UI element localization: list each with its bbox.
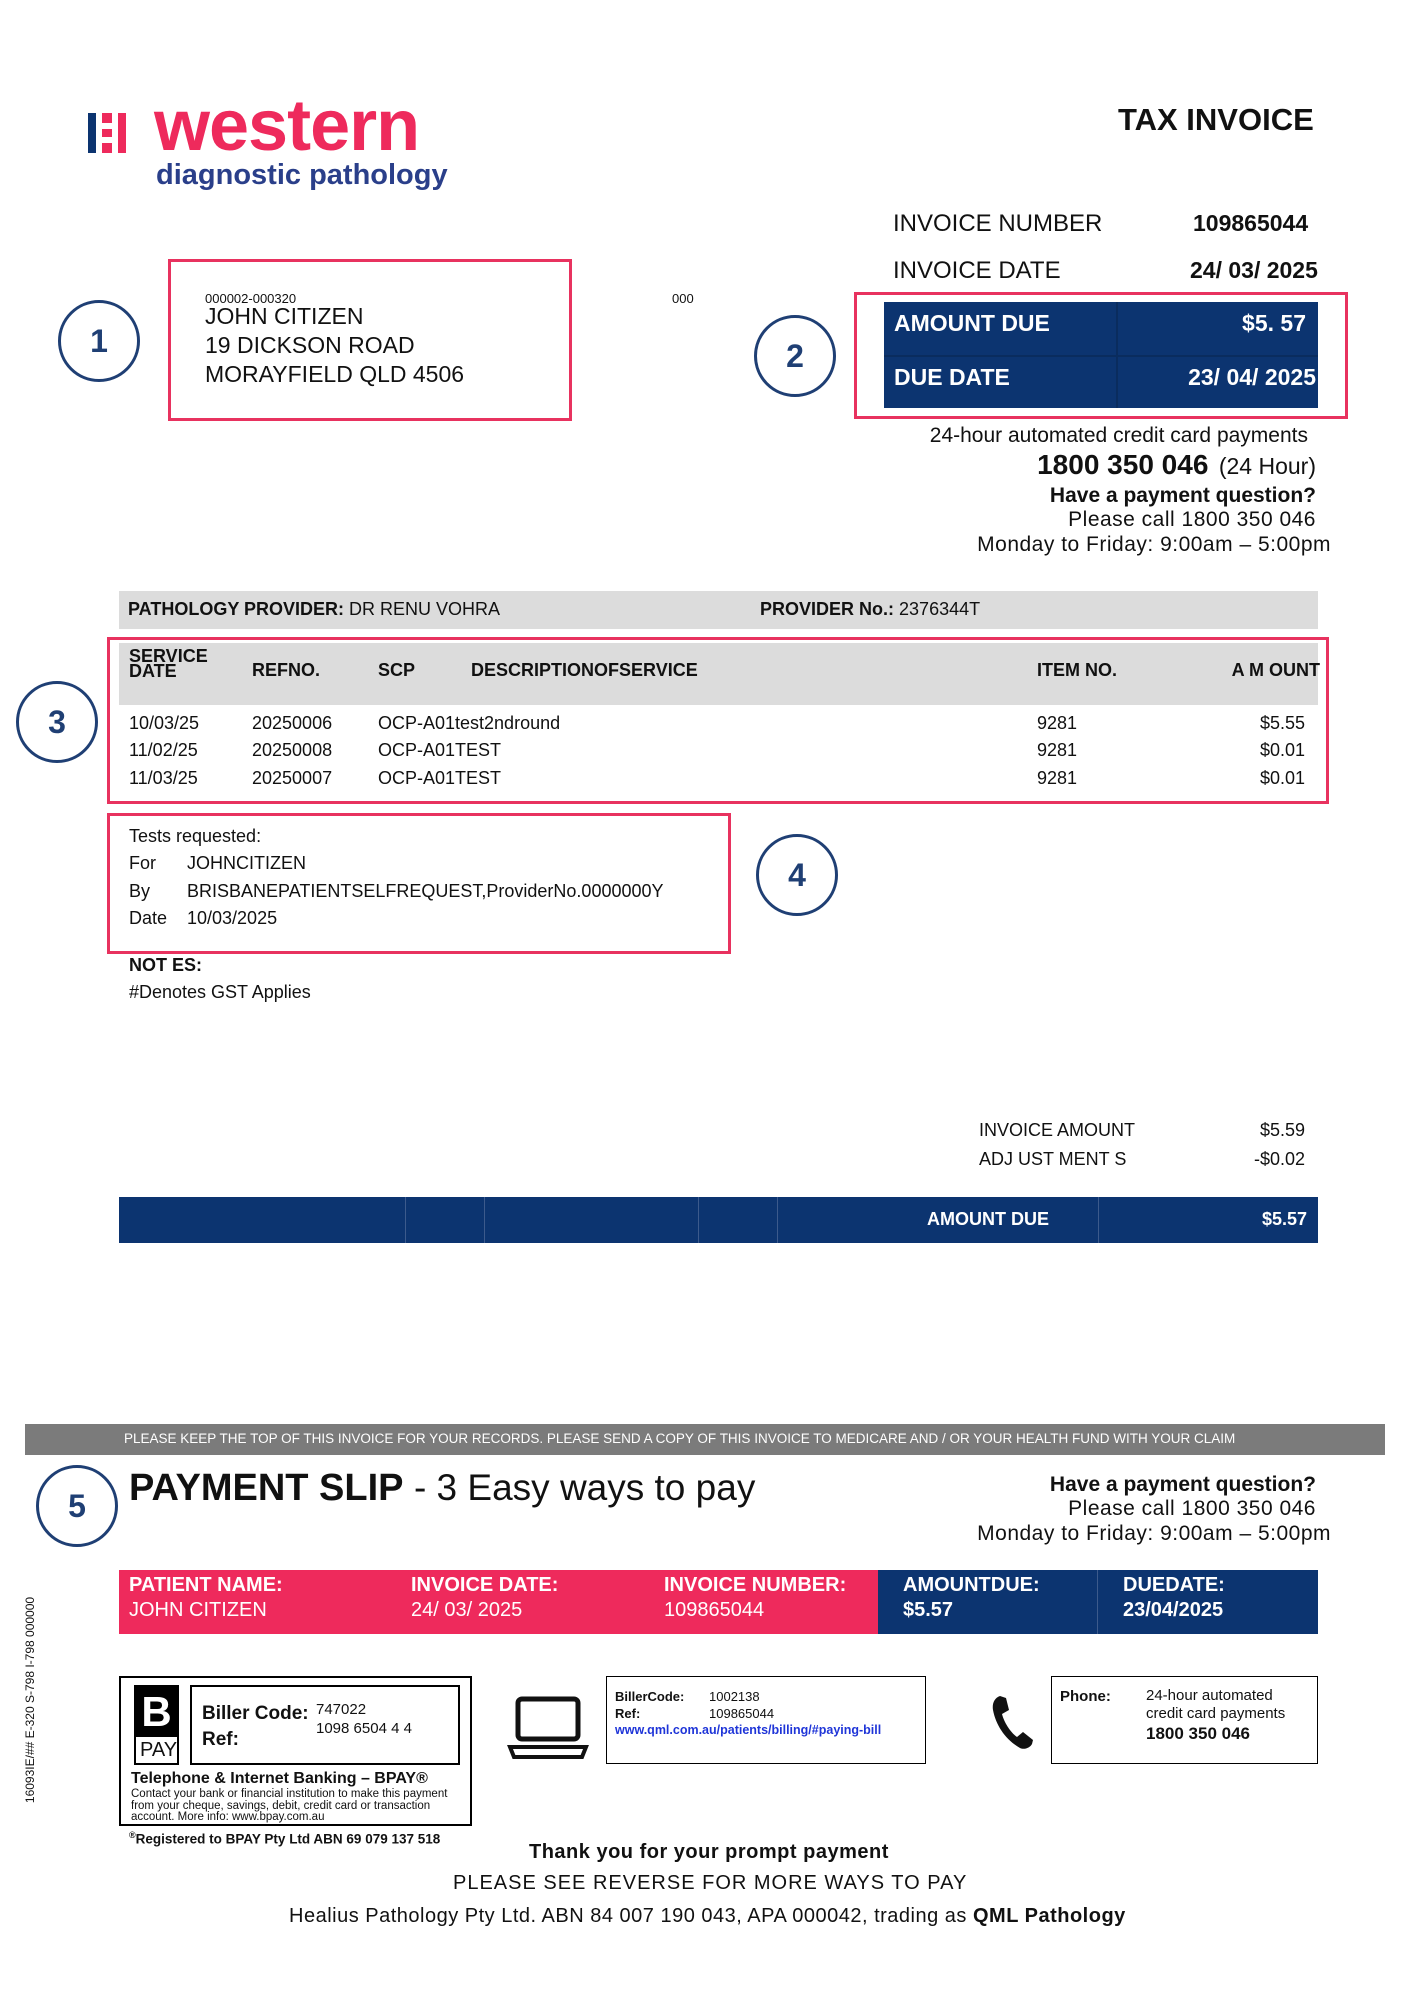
- bpay-registered-text: Registered to BPAY Pty Ltd ABN 69 079 137 518: [135, 1831, 441, 1847]
- tests-for-value: JOHNCITIZEN: [187, 853, 306, 873]
- records-banner: [25, 1424, 1385, 1455]
- side-code: 16093IE/## E-320 S-798 I-798 000000: [23, 1596, 37, 1804]
- phone-label: Phone:: [1060, 1688, 1111, 1705]
- row-ref: 20250007: [252, 768, 333, 788]
- row-ref: 20250008: [252, 740, 333, 760]
- highlight-box-2: [854, 292, 1348, 419]
- address-ref-code: 000002-000320: [205, 291, 297, 306]
- slip-inv-date-label: INVOICE DATE:: [411, 1574, 559, 1596]
- provider-no: 2376344T: [899, 599, 981, 619]
- bpay-ref-label: Ref:: [202, 1729, 239, 1750]
- adjustments-label: ADJ UST MENT S: [979, 1149, 1127, 1169]
- footer-company-row: [289, 1905, 1126, 1928]
- due-date-label: DUE DATE: [894, 364, 1010, 390]
- phone-line-2: credit card payments: [1146, 1705, 1286, 1722]
- tests-by-value: BRISBANEPATIENTSELFREQUEST,ProviderNo.0000000Y: [187, 881, 664, 901]
- online-box: [606, 1676, 926, 1764]
- footer-company-bold: QML Pathology: [972, 1905, 1126, 1927]
- slip-hours: Monday to Friday: 9:00am – 5:00pm: [977, 1522, 1331, 1545]
- slip-inv-no-label: INVOICE NUMBER:: [664, 1574, 847, 1596]
- col-header-amount: A M OUNT: [1231, 660, 1320, 680]
- bpay-registered: ®Registered to BPAY Pty Ltd ABN 69 079 137 518: [129, 1830, 441, 1847]
- online-ref-label: Ref:: [615, 1706, 641, 1721]
- invoice-amount-label: INVOICE AMOUNT: [979, 1120, 1136, 1140]
- row-amount: $0.01: [1259, 740, 1305, 760]
- provider-label: PATHOLOGY PROVIDER:: [128, 599, 345, 619]
- slip-patient: JOHN CITIZEN: [129, 1599, 267, 1621]
- phone-number: 1800 350 046: [1146, 1724, 1250, 1743]
- invoice-date-label: INVOICE DATE: [893, 257, 1061, 284]
- contact-hours: Monday to Friday: 9:00am – 5:00pm: [977, 533, 1331, 556]
- tests-by-label: By: [129, 881, 151, 901]
- phone-line-1: 24-hour automated: [1146, 1687, 1273, 1704]
- records-banner-text: PLEASE KEEP THE TOP OF THIS INVOICE FOR YOUR RECORDS. PLEASE SEND A COPY OF THIS INVOICE TO MEDICARE AND / OR YOUR HEALTH FUND WITH YOUR CLAIM: [124, 1431, 1236, 1446]
- footer-thanks: Thank you for your prompt payment: [529, 1841, 889, 1863]
- tests-title: Tests requested:: [129, 826, 262, 846]
- row-amount: $0.01: [1259, 768, 1305, 788]
- marker-5: 5: [36, 1465, 118, 1547]
- doc-title: TAX INVOICE: [1118, 102, 1314, 137]
- adjustments: -$0.02: [1253, 1149, 1305, 1169]
- invoice-date: 24/ 03/ 2025: [1190, 257, 1318, 283]
- due-date-value: 23/ 04/ 2025: [1188, 364, 1316, 390]
- notes-text: #Denotes GST Applies: [129, 982, 311, 1002]
- slip-info-bar: [119, 1570, 1318, 1634]
- contact-phone: 1800 350 046: [1037, 449, 1209, 480]
- online-url[interactable]: www.qml.com.au/patients/billing/#paying-bill: [615, 1723, 882, 1737]
- row-amount: $5.55: [1259, 713, 1305, 733]
- slip-question: Have a payment question?: [1049, 1473, 1316, 1496]
- col-header-date-2: DATE: [129, 661, 177, 681]
- logo-mark-icon: [88, 109, 140, 157]
- row-scp: OCP-A01test2ndround: [378, 713, 561, 733]
- bpay-logo-pay: PAY: [140, 1739, 178, 1761]
- address-line-1: 19 DICKSON ROAD: [205, 332, 415, 358]
- row-ref: 20250006: [252, 713, 333, 733]
- marker-1: 1: [58, 300, 140, 382]
- contact-question: Have a payment question?: [1049, 484, 1316, 507]
- provider-name: DR RENU VOHRA: [349, 599, 501, 619]
- row-item: 9281: [1037, 713, 1078, 733]
- bpay-title: Telephone & Internet Banking – BPAY®: [131, 1770, 428, 1787]
- phone-box: [1051, 1676, 1318, 1764]
- slip-due: 23/04/2025: [1123, 1599, 1224, 1621]
- invoice-number-label: INVOICE NUMBER: [893, 210, 1103, 237]
- row-scp: OCP-A01TEST: [378, 768, 502, 788]
- provider-no-label: PROVIDER No.:: [760, 599, 895, 619]
- marker-4: 4: [756, 834, 838, 916]
- online-biller-label: BillerCode:: [615, 1689, 685, 1704]
- amount-due-value: $5. 57: [1242, 310, 1306, 336]
- invoice-amount: $5.59: [1259, 1120, 1305, 1140]
- marker-3: 3: [16, 681, 98, 763]
- row-item: 9281: [1037, 740, 1078, 760]
- marker-2: 2: [754, 315, 836, 397]
- row-scp: OCP-A01TEST: [378, 740, 502, 760]
- contact-call: Please call 1800 350 046: [1068, 508, 1316, 531]
- bpay-biller-label: Biller Code:: [202, 1703, 309, 1724]
- total-amount-due-label: AMOUNT DUE: [927, 1209, 1049, 1229]
- bpay-box: [119, 1676, 472, 1826]
- contact-phone-row: [1037, 449, 1316, 481]
- footer-company: Healius Pathology Pty Ltd. ABN 84 007 190 043, APA 000042, trading as: [289, 1905, 967, 1927]
- footer-reverse: PLEASE SEE REVERSE FOR MORE WAYS TO PAY: [453, 1872, 968, 1894]
- bpay-code-box: [190, 1685, 460, 1765]
- slip-call: Please call 1800 350 046: [1068, 1497, 1316, 1520]
- slip-amount-label: AMOUNTDUE:: [903, 1574, 1040, 1596]
- notes-label: NOT ES:: [129, 955, 203, 975]
- bpay-logo-b: B: [136, 1687, 177, 1737]
- address-line-2: MORAYFIELD QLD 4506: [205, 361, 465, 387]
- online-biller: 1002138: [709, 1689, 760, 1704]
- total-amount-due: $5.57: [1261, 1209, 1307, 1229]
- slip-amount: $5.57: [903, 1599, 954, 1621]
- bpay-ref: 1098 6504 4 4: [316, 1720, 412, 1737]
- col-header-item: ITEM NO.: [1037, 660, 1117, 680]
- bpay-biller: 747022: [316, 1701, 367, 1718]
- bpay-logo: [134, 1685, 179, 1765]
- invoice-number: 109865044: [1193, 210, 1309, 236]
- col-header-date-1: SERVICE: [129, 646, 208, 666]
- slip-patient-label: PATIENT NAME:: [129, 1574, 283, 1596]
- phone-icon: [990, 1692, 1036, 1752]
- slip-subtitle: - 3 Easy ways to pay: [413, 1467, 756, 1508]
- slip-title: PAYMENT SLIP: [129, 1467, 404, 1509]
- total-amount-due-bar: [119, 1197, 1318, 1243]
- slip-due-label: DUEDATE:: [1123, 1574, 1225, 1596]
- laptop-icon: [506, 1695, 590, 1761]
- row-date: 10/03/25: [129, 713, 200, 733]
- tests-date-value: 10/03/2025: [187, 908, 278, 928]
- tests-date-label: Date: [129, 908, 168, 928]
- logo: [88, 86, 468, 205]
- bpay-desc: Contact your bank or financial institution to make this payment from your cheque, savings, debit, credit card or transaction account. More info: www.bpay.com.au: [131, 1788, 448, 1823]
- logo-tagline: diagnostic pathology: [156, 159, 448, 191]
- contact-auto-line: 24-hour automated credit card payments: [929, 424, 1308, 447]
- row-date: 11/03/25: [129, 768, 198, 788]
- highlight-box-3: [107, 637, 1329, 804]
- slip-inv-no: 109865044: [664, 1599, 765, 1621]
- col-header-desc: DESCRIPTIONOFSERVICE: [471, 660, 698, 680]
- slip-title-row: [129, 1467, 755, 1510]
- amount-due-label: AMOUNT DUE: [894, 310, 1050, 336]
- address-name: JOHN CITIZEN: [205, 303, 364, 329]
- address-side-code: 000: [672, 291, 694, 306]
- contact-phone-suffix: (24 Hour): [1218, 453, 1316, 479]
- online-ref: 109865044: [709, 1706, 775, 1721]
- row-date: 11/02/25: [129, 740, 198, 760]
- row-item: 9281: [1037, 768, 1078, 788]
- provider-bar: [119, 591, 1318, 629]
- slip-inv-date: 24/ 03/ 2025: [411, 1599, 523, 1621]
- logo-wordmark: western: [154, 86, 420, 166]
- col-header-scp: SCP: [378, 660, 416, 680]
- col-header-refno: REFNO.: [252, 660, 321, 680]
- tests-for-label: For: [129, 853, 156, 873]
